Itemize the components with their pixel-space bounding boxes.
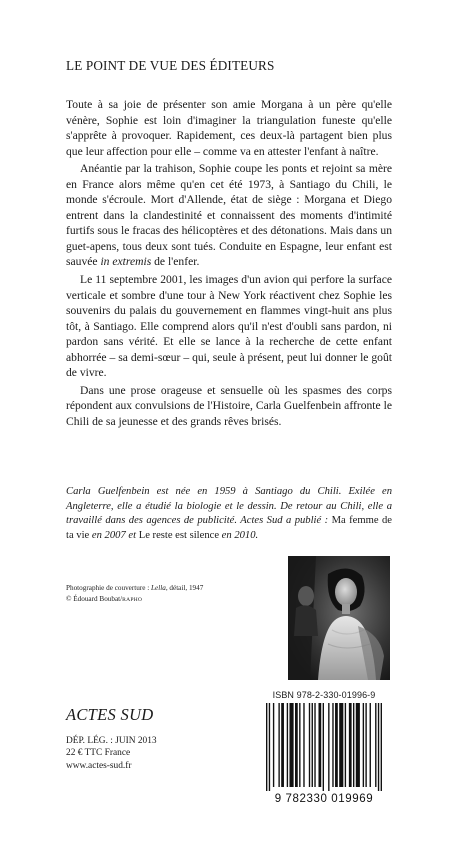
barcode-bar <box>281 703 284 787</box>
barcode-bar <box>295 703 298 787</box>
barcode-image <box>258 703 390 805</box>
barcode-bar <box>323 703 324 791</box>
paragraph-2-italic: in extremis <box>100 255 152 269</box>
barcode-bar <box>289 703 293 787</box>
barcode-bar <box>375 703 376 787</box>
summary-paragraph-1: Toute à sa joie de présenter son amie Morgana à un père qu'elle vénère, Sophie est loin d'imaginer la triangulation funeste qu'elle s'apprête à provoquer. Rapidement, ces deux-là partagent bien plus que leur affection pour elle – comme va en attester l'enfant à naître. <box>66 98 392 158</box>
barcode-bar <box>349 703 352 787</box>
barcode-bar <box>356 703 360 787</box>
barcode-bar <box>269 703 270 791</box>
barcode-bar <box>370 703 371 787</box>
paragraph-2-main: Anéantie par la trahison, Sophie coupe les ponts et rejoint sa mère en France alors même qu'en cet été 1973, à Santiago du Chili, le monde s'écroule. Mort d'Allende, état de siège : Morgana et Diego entrent dans la clandestinité et connaissent des moments d'intimité furtifs sous le fracas des hélicoptères et des détonations. Mais dans un guet-apens, tous deux sont tués. Conduite en Espagne, leur enfant est sauvée <box>66 162 392 269</box>
barcode-bar <box>299 703 300 787</box>
price: 22 € TTC France <box>66 748 131 759</box>
summary-paragraph-2 <box>66 161 392 270</box>
photo-credit-label: Photographie de couverture : <box>66 584 150 592</box>
photo-credit-work: Lella <box>151 584 166 592</box>
barcode-bar <box>314 703 315 787</box>
barcode-bar <box>266 703 267 791</box>
bio-year-1: en 2007 <box>91 529 126 541</box>
barcode-bar <box>339 703 343 787</box>
section-heading: LE POINT DE VUE DES ÉDITEURS <box>66 58 275 73</box>
barcode-bar <box>381 703 382 791</box>
barcode-bar <box>287 703 288 787</box>
photo-credit-line-1 <box>66 583 203 594</box>
bio-year-2: en 2010. <box>221 529 259 541</box>
photo-credit-copyright: © Édouard Boubat/ <box>66 594 123 603</box>
bio-title-2: Le reste est silence <box>138 529 220 541</box>
barcode-bar <box>312 703 313 787</box>
photo-credit-agency: RAPHO <box>122 596 143 603</box>
barcode-bar <box>335 703 338 787</box>
barcode-bar <box>332 703 333 787</box>
barcode-bar <box>365 703 366 787</box>
barcode-bars <box>266 703 382 791</box>
barcode-bar <box>303 703 304 787</box>
barcode-bar <box>363 703 364 787</box>
barcode-bar <box>309 703 310 787</box>
barcode-bar <box>345 703 346 787</box>
bio-title-1: Ma femme de ta vie <box>66 515 392 541</box>
legal-deposit: DÉP. LÉG. : JUIN 2013 <box>66 736 157 746</box>
isbn: ISBN 978-2-330-01996-9 <box>272 690 376 700</box>
photograph-image <box>288 556 390 680</box>
summary-paragraph-4: Dans une prose orageuse et sensuelle où les spasmes des corps répondent aux convulsions de l'Histoire, Carla Guelfenbein affronte le Chili de sa jeunesse et des grands rêves brisés. <box>66 383 392 428</box>
barcode-bar <box>328 703 329 791</box>
barcode-digits: 9 782330 019969 <box>274 793 374 805</box>
website: www.actes-sud.fr <box>66 760 132 771</box>
barcode-bar <box>273 703 274 787</box>
paragraph-2-end: de l'enfer. <box>154 255 200 269</box>
summary-text <box>66 97 392 429</box>
photo-credit <box>66 583 203 605</box>
legal-info <box>66 735 157 772</box>
bio-intro: Carla Guelfenbein est née en 1959 à Santiago du Chili. Exilée en Angleterre, elle a étudié la biologie et le dessin. De retour au Chili, elle a travaillé dans des agences de publicité. Actes Sud a publié : <box>66 486 392 527</box>
barcode-bar <box>353 703 354 787</box>
bio-conjunction: et <box>128 529 137 541</box>
photo-credit-line-2 <box>66 594 203 606</box>
author-bio <box>66 485 392 543</box>
barcode-bar <box>318 703 321 787</box>
photo-credit-detail: , détail, 1947 <box>165 584 204 592</box>
publisher-name: ACTES SUD <box>66 705 154 724</box>
barcode-bar <box>378 703 379 791</box>
barcode-bar <box>278 703 279 787</box>
summary-paragraph-3: Le 11 septembre 2001, les images d'un avion qui perfore la surface verticale et sombre d'une tour à New York réactivent chez Sophie les souvenirs du palais du gouvernement en flammes vingt-huit ans plus tôt, à Santiago. Elle comprend alors qu'il n'est d'oubli sans pardon, ni pardon sans vérité. Et elle se lance à la recherche de cette enfant abhorrée – sa demi-sœur – qui, seule à présent, peut lui donner le goût de vivre. <box>66 273 392 380</box>
barcode <box>258 703 390 805</box>
cover-photograph <box>288 556 390 680</box>
